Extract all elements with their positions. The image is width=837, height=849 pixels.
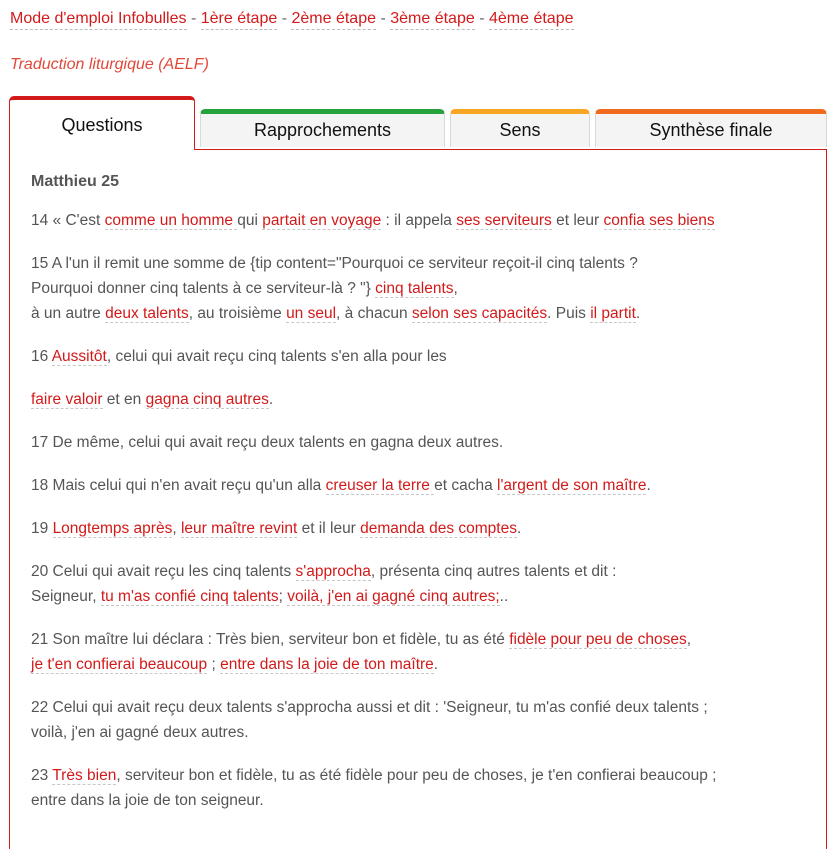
verse-text: et leur <box>551 212 604 229</box>
tooltip-term[interactable]: Aussitôt <box>51 348 107 365</box>
verse-20 <box>31 559 806 609</box>
verse-text: 20 Celui qui avait reçu les cinq talents <box>31 563 296 580</box>
verse-16 <box>31 344 806 369</box>
verse-text: . Puis <box>547 305 591 322</box>
verse-text: Seigneur, <box>31 588 101 605</box>
tooltip-term[interactable]: gagna cinq autres <box>145 391 269 408</box>
tab-bar <box>9 96 827 150</box>
verse-text: ; <box>207 656 221 673</box>
verse-text: , <box>453 280 458 297</box>
verse-text: 22 Celui qui avait reçu deux talents s'approcha aussi et dit : 'Seigneur, tu m'as confié deux talents ; <box>31 699 708 716</box>
tooltip-term[interactable]: selon ses capacités <box>411 305 548 322</box>
verse-19 <box>31 516 806 541</box>
tooltip-term[interactable]: s'approcha <box>295 563 371 580</box>
verse-text: et en <box>102 391 146 408</box>
tooltip-term[interactable]: tu m'as confié cinq talents <box>100 588 279 605</box>
tooltip-term[interactable]: comme un homme <box>104 212 238 229</box>
tab-rapprochements[interactable]: Rapprochements <box>200 109 445 147</box>
verse-text: 21 Son maître lui déclara : Très bien, serviteur bon et fidèle, tu as été <box>31 631 510 648</box>
verse-17: 17 De même, celui qui avait reçu deux talents en gagna deux autres. <box>31 434 504 451</box>
verse-text: qui <box>237 212 263 229</box>
verse-number: 23 <box>31 767 53 784</box>
tab-sens[interactable]: Sens <box>450 109 590 147</box>
tooltip-term[interactable]: un seul <box>286 305 337 322</box>
verse-21 <box>31 627 806 677</box>
verse-text: , serviteur bon et fidèle, tu as été fidèle pour peu de choses, je t'en confierai beaucoup ; <box>116 767 717 784</box>
tooltip-term[interactable]: creuser la terre <box>325 477 435 494</box>
verse-text: , <box>686 631 692 648</box>
nav-separator: - <box>190 10 197 27</box>
verse-text: 15 A l'un il remit une somme de {tip content="Pourquoi ce serviteur reçoit-il cinq talents ? <box>31 255 638 272</box>
verse-text: ; <box>278 588 288 605</box>
nav-separator: - <box>479 10 485 27</box>
tooltip-term[interactable]: confia ses biens <box>603 212 715 229</box>
verse-text: 14 « C'est <box>31 212 105 229</box>
verse-text: , celui qui avait reçu cinq talents s'en alla pour les <box>106 348 447 365</box>
verse-text: : il appela <box>381 212 457 229</box>
tooltip-term[interactable]: Très bien <box>52 767 117 784</box>
verse-number: 19 <box>31 520 53 537</box>
tooltip-term[interactable]: ses serviteurs <box>456 212 552 229</box>
verse-text: à un autre <box>31 305 106 322</box>
tooltip-term[interactable]: voilà, j'en ai gagné cinq autres; <box>287 588 500 605</box>
tooltip-term[interactable]: il partit <box>590 305 636 322</box>
verse-18 <box>31 473 806 498</box>
tooltip-term[interactable]: faire valoir <box>31 391 103 408</box>
verse-text: 18 Mais celui qui n'en avait reçu qu'un alla <box>31 477 326 494</box>
tooltip-term[interactable]: cinq talents <box>375 280 454 297</box>
translation-subtitle: Traduction liturgique (AELF) <box>10 56 209 73</box>
verse-14 <box>31 208 806 233</box>
verse-text: , présenta cinq autres talents et dit : <box>370 563 617 580</box>
verse-text: . <box>433 656 439 673</box>
verse-text: . <box>646 477 651 494</box>
tooltip-term[interactable]: Longtemps après <box>52 520 173 537</box>
tooltip-term[interactable]: l'argent de son maître <box>497 477 647 494</box>
scripture-reference: Matthieu 25 <box>31 173 120 190</box>
nav-separator: - <box>281 10 288 27</box>
nav-link-step-1[interactable]: 1ère étape <box>201 10 278 30</box>
verse-text: Pourquoi donner cinq talents à ce serviteur-là ? "} <box>31 280 376 297</box>
verse-text: voilà, j'en ai gagné deux autres. <box>31 724 249 741</box>
verse-15 <box>31 251 806 326</box>
verse-23 <box>31 763 806 813</box>
nav-link-step-4[interactable]: 4ème étape <box>489 10 574 30</box>
verse-22 <box>31 695 806 745</box>
verse-text: , au troisième <box>188 305 287 322</box>
tooltip-term[interactable]: demanda des comptes <box>360 520 517 537</box>
tooltip-term[interactable]: leur maître revint <box>180 520 298 537</box>
verse-text: . <box>268 391 274 408</box>
verse-text: . <box>516 520 522 537</box>
nav-separator: - <box>380 10 386 27</box>
tooltip-term[interactable]: partait en voyage <box>262 212 382 229</box>
verse-text: .. <box>499 588 509 605</box>
verse-text: et cacha <box>434 477 498 494</box>
tooltip-term[interactable]: je t'en confierai beaucoup <box>31 656 208 673</box>
verse-text: entre dans la joie de ton seigneur. <box>31 792 264 809</box>
tab-synthese-finale[interactable]: Synthèse finale <box>595 109 827 147</box>
tooltip-term[interactable]: entre dans la joie de ton maître <box>220 656 434 673</box>
tooltip-term[interactable]: fidèle pour peu de choses <box>509 631 687 648</box>
verse-16-continued <box>31 387 806 412</box>
verse-number: 16 <box>31 348 52 365</box>
tab-questions[interactable]: Questions <box>9 96 195 150</box>
verse-text: , <box>172 520 181 537</box>
questions-panel <box>9 149 827 849</box>
tooltip-term[interactable]: deux talents <box>105 305 189 322</box>
nav-link-mode-emploi[interactable]: Mode d'emploi Infobulles <box>10 10 187 30</box>
step-navigation <box>10 10 574 28</box>
verse-text: et il leur <box>297 520 361 537</box>
nav-link-step-3[interactable]: 3ème étape <box>390 10 475 30</box>
verse-text: . <box>635 305 641 322</box>
verse-text: , à chacun <box>336 305 412 322</box>
nav-link-step-2[interactable]: 2ème étape <box>291 10 376 30</box>
